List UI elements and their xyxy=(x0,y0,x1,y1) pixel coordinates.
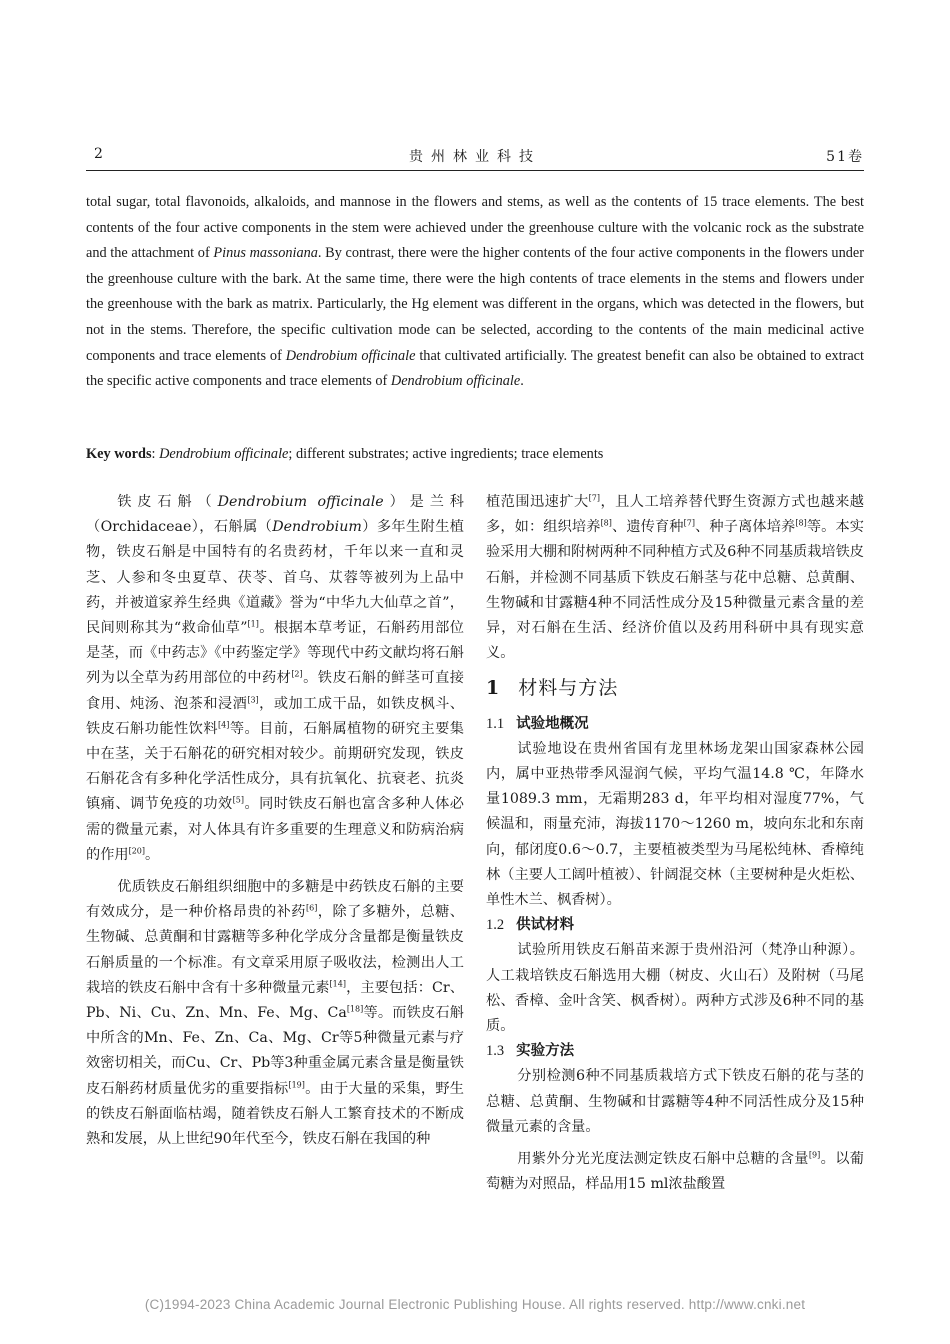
citation: [14] xyxy=(329,979,346,989)
citation: [7] xyxy=(683,518,695,528)
right-column xyxy=(486,490,864,1197)
citation: [4] xyxy=(218,720,230,730)
paragraph: 优质铁皮石斛组织细胞中的多糖是中药铁皮石斛的主要有效成分，是一种价格昂贵的补药[6]，除了多糖外，总糖、生物碱、总黄酮和甘露糖等多种化学成分含量都是衡量铁皮石斛质量的一个标准。有文章采用原子吸收法，检测出人工栽培的铁皮石斛中含有十多种微量元素[14]，主要包括：Cr、Pb、Ni、Cu、Zn、Mn、Fe、Mg、Ca[18]等。而铁皮石斛中所含的Mn、Fe、Zn、Ca、Mg、Cr等5种微量元素与疗效密切相关，而Cu、Cr、Pb等3种重金属元素含量是衡量铁皮石斛药材质量优劣的重要指标[19]。由于大量的采集，野生的铁皮石斛面临枯竭，随着铁皮石斛人工繁育技术的不断成熟和发展，从上世纪90年代至今，铁皮石斛在我国的种 xyxy=(86,879,464,1148)
citation: [9] xyxy=(808,1150,821,1160)
citation: [1] xyxy=(247,619,259,629)
section-heading-1-2: 1.2 供试材料 xyxy=(486,917,575,934)
section-heading-1: 1 材料与方法 xyxy=(486,677,619,700)
volume-label: 51卷 xyxy=(826,149,864,165)
header-rule xyxy=(86,170,864,171)
page-number: 2 xyxy=(94,146,104,162)
paragraph: 分别检测6种不同基质栽培方式下铁皮石斛的花与茎的总糖、总黄酮、生物碱和甘露糖等4种不同活性成分及15种微量元素的含量。 xyxy=(486,1068,864,1135)
citation: [2] xyxy=(291,669,303,679)
journal-title: 贵州林业科技 xyxy=(409,149,541,165)
citation: [8] xyxy=(600,518,612,528)
section-heading-1-3: 1.3 实验方法 xyxy=(486,1043,575,1060)
paragraph: 铁皮石斛（Dendrobium officinale）是兰科（Orchidaceae），石斛属（Dendrobium）多年生附生植物，铁皮石斛是中国特有的名贵药材，千年以来一直和灵芝、人参和冬虫夏草、茯苓、首乌、苁蓉等被列为上品中药，并被道家养生经典《道藏》誉为“中华九大仙草之首”，民间则称其为“救命仙草”[1]。根据本草考证，石斛药用部位是茎，而《中药志》《中药鉴定学》等现代中药文献均将石斛列为以全草为药用部位的中药材[2]。铁皮石斛的鲜茎可直接食用、炖汤、泡茶和浸酒[3]，或加工成干品，如铁皮枫斗、铁皮石斛功能性饮料[4]等。目前，石斛属植物的研究主要集中在茎，关于石斛花的研究相对较少。前期研究发现，铁皮石斛花含有多种化学活性成分，具有抗氧化、抗衰老、抗炎镇痛、调节免疫的功效[5]。同时铁皮石斛也富含多种人体必需的微量元素，对人体具有许多重要的生理意义和防病治病的作用[20]。 xyxy=(86,494,464,863)
abstract-text: total sugar, total flavonoids, alkaloids, and mannose in the flowers and stems, as well as the contents of 15 trace elements. The best contents of the four active components in the stem were achieved under the greenhouse culture with the volcanic rock as the substrate and the attachment of Pinus massoniana. By contrast, there were the higher contents of the four active components in the flowers under the greenhouse culture with the bark. At the same time, there were the high contents of trace elements in the stems and flowers under the greenhouse with the bark as matrix. Particularly, the Hg element was different in the organs, which was detected in the flowers, but not in the stems. Therefore, the specific cultivation mode can be selected, according to the contents of the main medicinal active components and trace elements of Dendrobium officinale that cultivated artificially. The greatest benefit can also be obtained to extract the specific active components and trace elements of Dendrobium officinale. xyxy=(86,194,864,390)
section-heading-1-1: 1.1 试验地概况 xyxy=(486,715,589,732)
citation: [5] xyxy=(232,795,244,805)
paragraph: 试验地设在贵州省国有龙里林场龙架山国家森林公园内，属中亚热带季风湿润气候，平均气温14.8 ℃，年降水量1089.3 mm，无霜期283 d，年平均相对湿度77%，气候温和，雨量充沛，海拔1170～1260 m，坡向东北和东南向，郁闭度0.6～0.7，主要植被类型为马尾松纯林、香樟纯林（主要人工阔叶植被）、针阔混交林（主要树种是火炬松、单性木兰、枫香树）。 xyxy=(486,740,864,909)
citation: [6] xyxy=(305,903,318,913)
paragraph: 植范围迅速扩大[7]，且人工培养替代野生资源方式也越来越多，如：组织培养[8]、遗传育种[7]、种子离体培养[8]等。本实验采用大棚和附树两种不同种植方式及6种不同基质栽培铁皮石斛，并检测不同基质下铁皮石斛茎与花中总糖、总黄酮、生物碱和甘露糖4种不同活性成分及15种微量元素含量的差异，对石斛在生活、经济价值以及药用科研中具有现实意义。 xyxy=(486,493,864,662)
citation: [19] xyxy=(288,1079,305,1089)
citation: [20] xyxy=(128,846,145,856)
paragraph: 试验所用铁皮石斛苗来源于贵州沿河（梵净山种源）。人工栽培铁皮石斛选用大棚（树皮、火山石）及附树（马尾松、香樟、金叶含笑、枫香树）。两种方式涉及6种不同的基质。 xyxy=(486,942,864,1035)
keywords: Key words: Dendrobium officinale; different substrates; active ingredients; trace elements xyxy=(86,446,604,462)
copyright-footer: (C)1994-2023 China Academic Journal Electronic Publishing House. All rights reserved. http://www.cnki.net xyxy=(144,1297,806,1312)
paragraph: 用紫外分光光度法测定铁皮石斛中总糖的含量[9]。以葡萄糖为对照品，样品用15 ml浓盐酸置 xyxy=(486,1150,864,1193)
citation: [7] xyxy=(588,493,600,503)
left-column xyxy=(86,490,464,1152)
citation: [18] xyxy=(346,1004,364,1014)
citation: [3] xyxy=(247,694,259,704)
citation: [8] xyxy=(795,518,807,528)
